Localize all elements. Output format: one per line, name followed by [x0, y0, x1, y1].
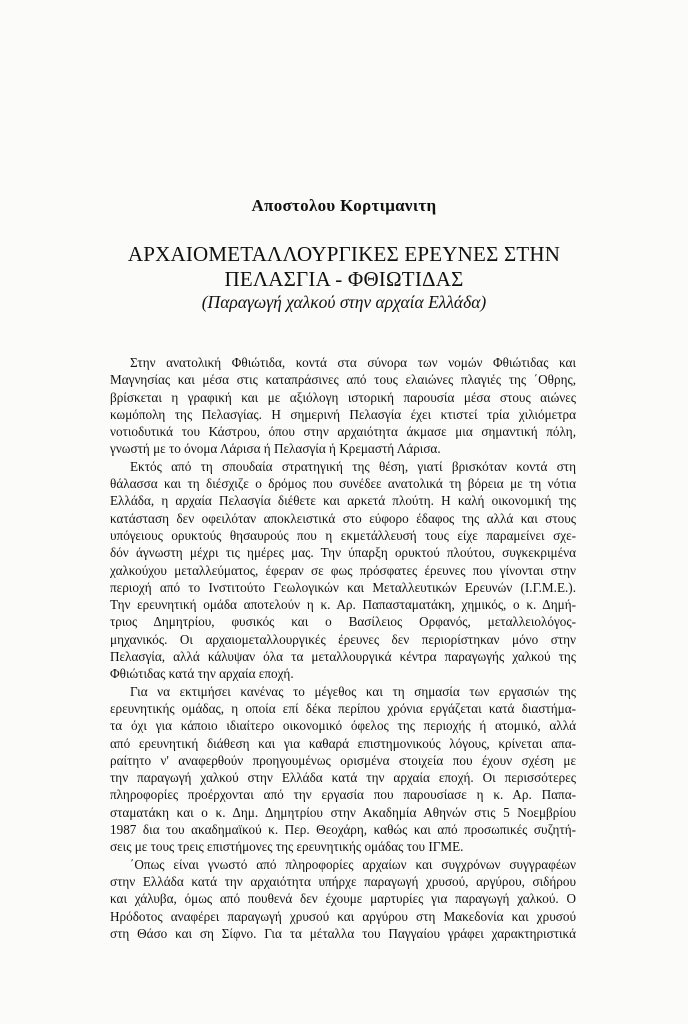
text-line: από ερευνητική διάθεση και για καθαρά επιστημονικούς λόγους, κρίνεται απα-	[110, 735, 576, 751]
article-body	[110, 354, 576, 942]
text-line: την παραγωγή χαλκού στην Ελλάδα κατά την αρχαία εποχή. Οι περισσότερες	[110, 770, 576, 786]
text-line: νοτιοδυτικά του Κάστρου, όπου στην αρχαιότητα άκμασε μια σημαντική πόλη,	[110, 424, 576, 440]
title-line-1: ΑΡΧΑΙΟΜΕΤΑΛΛΟΥΡΓΙΚΕΣ ΕΡΕΥΝΕΣ ΣΤΗΝ	[127, 242, 561, 266]
text-line: υπόγειους ορυκτούς θησαυρούς που η εκμετάλλευσή τους είχε παραμείνει σχε-	[110, 527, 576, 543]
text-line: ερευνητικής ομάδας, η οποία επί δέκα περίπου χρόνια εργάζεται κατά διαστήμα-	[110, 700, 576, 716]
text-line: κωμόπολη της Πελασγίας. Η σημερινή Πελασγία έχει κτιστεί τρία χιλιόμετρα	[110, 406, 576, 422]
text-line: γνωστή με το όνομα Λάρισα ή Πελασγία ή Κρεμαστή Λάρισα.	[110, 441, 441, 457]
text-line: στη Θάσο και ση Σίφνο. Για τα μέταλλα του Παγγαίου γράφει χαρακτηριστικά	[110, 925, 576, 941]
text-line: μηχανικός. Οι αρχαιομεταλλουργικές έρευνες δεν περιορίστηκαν μόνο στην	[110, 631, 576, 647]
text-line: θάλασσα και τη διέσχιζε ο δρόμος που συνέδεε ανατολικά τη βόρεια με τη νότια	[110, 476, 576, 492]
text-line: Ηρόδοτος αναφέρει παραγωγή χρυσού και αργύρου στη Μακεδονία και χρυσού	[110, 908, 576, 924]
text-line: βρίσκεται η γραφική και με αξιόλογη ιστορική παρουσία μέσα στους αιώνες	[110, 389, 576, 405]
text-line: Φθιώτιδας κατά την αρχαία εποχή.	[110, 666, 294, 682]
text-line: ραίτητο ν' αναφερθούν προηγουμένως ορισμένα στοιχεία που έχουν σχέση με	[110, 752, 576, 768]
text-line: τα όχι για κάποιο ιδιαίτερο οικονομικό όφελος της περιοχής ή ατομικό, αλλά	[110, 718, 576, 734]
text-line: ΄Οπως είναι γνωστό από πληροφορίες αρχαίων και συγχρόνων συγγραφέων	[130, 856, 576, 872]
text-line: Εκτός από τη σπουδαία στρατηγική της θέση, γιατί βρισκόταν κοντά στη	[130, 458, 576, 474]
text-line: Μαγνησίας και μέσα στις καταπράσινες από τους ελαιώνες πλαγιές της ΄Οθρης,	[110, 372, 576, 388]
text-line: κατάσταση δεν οφειλόταν αποκλειστικά στο εύφορο έδαφος της αλλά και στους	[110, 510, 576, 526]
author-name: Αποστολου Κορτιμανιτη	[251, 196, 437, 215]
text-line: Ελλάδα, η αρχαία Πελασγία διέθετε και αρκετά πλούτη. Η καλή οικονομική της	[110, 493, 576, 509]
text-line: Για να εκτιμήσει κανένας το μέγεθος και τη σημασία των εργασιών της	[130, 683, 576, 699]
text-line: περιοχή από το Ινστιτούτο Γεωλογικών και Μεταλλευτικών Ερευνών (Ι.Γ.Μ.Ε.).	[110, 579, 576, 595]
text-line: Πελασγία, αλλά κάλυψαν όλα τα μεταλλουργικά κέντρα παραγωγής χαλκού της	[110, 649, 576, 665]
text-line: δόν άγνωστη μέχρι τις ημέρες μας. Την ύπαρξη ορυκτού πλούτου, συγκεκριμένα	[110, 545, 576, 561]
text-line: τριος Δημητρίου, φυσικός και ο Βασίλειος Ορφανός, μεταλλειολόγος-	[110, 614, 576, 630]
text-line: Την ερευνητική ομάδα αποτελούν η κ. Αρ. Παπασταματάκη, χημικός, ο κ. Δημή-	[110, 597, 576, 613]
text-line: και χάλυβα, όμως από πουθενά δεν έχουμε μαρτυρίες για παραγωγή χαλκού. Ο	[110, 891, 576, 907]
text-line: σεις με τους τρεις επιστήμονες της ερευνητικής ομάδας του ΙΓΜΕ.	[110, 839, 464, 855]
title-line-2: ΠΕΛΑΣΓΙΑ - ΦΘΙΩΤΙΔΑΣ	[224, 267, 464, 291]
text-line: στην Ελλάδα κατά την αρχαιότητα υπήρχε παραγωγή χρυσού, αργύρου, σιδήρου	[110, 873, 576, 889]
text-line: σταματάκη και ο κ. Δημ. Δημητρίου στην Ακαδημία Αθηνών στις 5 Νοεμβρίου	[110, 804, 576, 820]
text-line: 1987 δια του ακαδημαϊκού κ. Περ. Θεοχάρη, καθώς και από προσωπικές συζητή-	[110, 822, 576, 838]
text-line: χαλκούχου μεταλλεύματος, έφεραν σε φως πρόσφατες έρευνες που γίνονται στην	[110, 562, 576, 578]
article-subtitle: (Παραγωγή χαλκού στην αρχαία Ελλάδα)	[201, 292, 487, 312]
article-title	[0, 242, 688, 292]
text-line: Στην ανατολική Φθιώτιδα, κοντά στα σύνορα των νομών Φθιώτιδας και	[130, 355, 576, 370]
text-line: πληροφορίες προέρχονται από την εργασία που παρουσίασε η κ. Αρ. Παπα-	[110, 787, 576, 803]
